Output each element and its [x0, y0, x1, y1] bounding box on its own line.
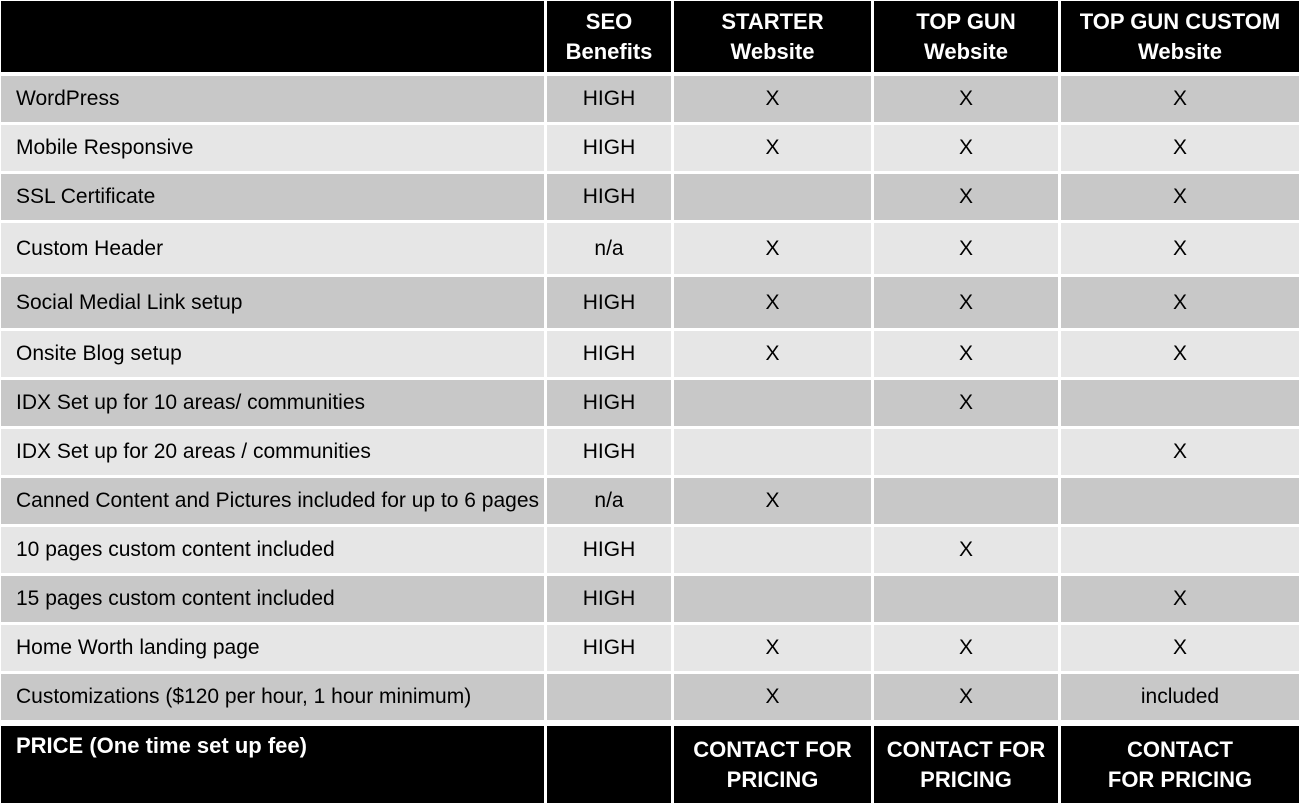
top-gun-custom-cell [1061, 478, 1299, 527]
table-row [1, 674, 1299, 723]
top-gun-cell: X [874, 625, 1061, 674]
top-gun-cell: X [874, 380, 1061, 429]
feature-cell: 10 pages custom content included [1, 527, 547, 576]
table-row [1, 277, 1299, 331]
seo-benefit-cell: HIGH [547, 125, 674, 174]
starter-cell: X [674, 76, 874, 125]
seo-benefit-cell: HIGH [547, 174, 674, 223]
website-package-comparison-table [1, 1, 1299, 803]
header-seo-benefits [547, 1, 674, 76]
top-gun-cell: X [874, 331, 1061, 380]
price-label: PRICE (One time set up fee) [1, 723, 547, 803]
table-row [1, 331, 1299, 380]
starter-cell: X [674, 331, 874, 380]
table-row [1, 76, 1299, 125]
price-footer-row [1, 723, 1299, 803]
top-gun-cell [874, 576, 1061, 625]
header-top-gun-custom-line2: Website [1138, 38, 1222, 64]
header-seo-line2: Benefits [565, 38, 653, 64]
feature-cell: Custom Header [1, 223, 547, 277]
top-gun-custom-cell: X [1061, 625, 1299, 674]
top-gun-cell: X [874, 277, 1061, 331]
top-gun-custom-cell: X [1061, 223, 1299, 277]
seo-benefit-cell: HIGH [547, 277, 674, 331]
price-starter-cell [674, 723, 874, 803]
starter-cell: X [674, 125, 874, 174]
price-top-gun-custom-cell [1061, 723, 1299, 803]
header-top-gun-line1: TOP GUN [916, 8, 1016, 34]
seo-benefit-cell: HIGH [547, 527, 674, 576]
header-top-gun-custom-line1: TOP GUN CUSTOM [1079, 8, 1281, 34]
feature-cell: IDX Set up for 20 areas / communities [1, 429, 547, 478]
top-gun-custom-cell: X [1061, 277, 1299, 331]
feature-cell: WordPress [1, 76, 547, 125]
table-row [1, 223, 1299, 277]
feature-cell: Onsite Blog setup [1, 331, 547, 380]
table-row [1, 478, 1299, 527]
header-top-gun-website [874, 1, 1061, 76]
price-top-gun-line1: CONTACT FOR [886, 736, 1046, 762]
table-row [1, 576, 1299, 625]
top-gun-cell [874, 429, 1061, 478]
header-starter-website [674, 1, 874, 76]
table-row [1, 625, 1299, 674]
seo-benefit-cell [547, 674, 674, 723]
header-starter-line2: Website [730, 38, 815, 64]
top-gun-custom-cell: included [1061, 674, 1299, 723]
top-gun-cell: X [874, 674, 1061, 723]
feature-cell: SSL Certificate [1, 174, 547, 223]
feature-cell: Canned Content and Pictures included for up to 6 pages [1, 478, 547, 527]
seo-benefit-cell: HIGH [547, 576, 674, 625]
feature-cell: Customizations ($120 per hour, 1 hour minimum) [1, 674, 547, 723]
seo-benefit-cell: n/a [547, 223, 674, 277]
feature-cell: IDX Set up for 10 areas/ communities [1, 380, 547, 429]
price-starter-line1: CONTACT FOR [693, 736, 852, 762]
seo-benefit-cell: HIGH [547, 76, 674, 125]
starter-cell [674, 429, 874, 478]
price-top-gun-custom-line1: CONTACT [1127, 736, 1233, 762]
header-top-gun-custom-website [1061, 1, 1299, 76]
top-gun-custom-cell: X [1061, 429, 1299, 478]
header-starter-line1: STARTER [721, 8, 824, 34]
feature-cell: 15 pages custom content included [1, 576, 547, 625]
starter-cell: X [674, 478, 874, 527]
starter-cell [674, 527, 874, 576]
top-gun-cell: X [874, 174, 1061, 223]
price-top-gun-line2: PRICING [920, 766, 1012, 792]
starter-cell: X [674, 625, 874, 674]
price-top-gun-cell [874, 723, 1061, 803]
header-feature-column [1, 1, 547, 76]
feature-cell: Mobile Responsive [1, 125, 547, 174]
price-starter-line2: PRICING [726, 766, 819, 792]
table-row [1, 380, 1299, 429]
top-gun-cell: X [874, 125, 1061, 174]
price-seo-cell [547, 723, 674, 803]
top-gun-custom-cell: X [1061, 174, 1299, 223]
seo-benefit-cell: HIGH [547, 429, 674, 478]
seo-benefit-cell: HIGH [547, 380, 674, 429]
starter-cell [674, 380, 874, 429]
seo-benefit-cell: n/a [547, 478, 674, 527]
header-top-gun-line2: Website [924, 38, 1008, 64]
table-row [1, 125, 1299, 174]
feature-cell: Social Medial Link setup [1, 277, 547, 331]
table-row [1, 429, 1299, 478]
top-gun-custom-cell: X [1061, 125, 1299, 174]
top-gun-custom-cell: X [1061, 331, 1299, 380]
top-gun-custom-cell: X [1061, 576, 1299, 625]
top-gun-cell [874, 478, 1061, 527]
starter-cell [674, 174, 874, 223]
top-gun-custom-cell [1061, 527, 1299, 576]
table-row [1, 527, 1299, 576]
starter-cell [674, 576, 874, 625]
top-gun-custom-cell: X [1061, 76, 1299, 125]
feature-cell: Home Worth landing page [1, 625, 547, 674]
top-gun-custom-cell [1061, 380, 1299, 429]
table-row [1, 174, 1299, 223]
table-body [1, 76, 1299, 723]
price-top-gun-custom-line2: FOR PRICING [1107, 766, 1253, 792]
starter-cell: X [674, 277, 874, 331]
top-gun-cell: X [874, 527, 1061, 576]
starter-cell: X [674, 674, 874, 723]
seo-benefit-cell: HIGH [547, 625, 674, 674]
header-seo-line1: SEO [585, 8, 633, 34]
starter-cell: X [674, 223, 874, 277]
top-gun-cell: X [874, 76, 1061, 125]
seo-benefit-cell: HIGH [547, 331, 674, 380]
top-gun-cell: X [874, 223, 1061, 277]
table-header-row [1, 1, 1299, 76]
